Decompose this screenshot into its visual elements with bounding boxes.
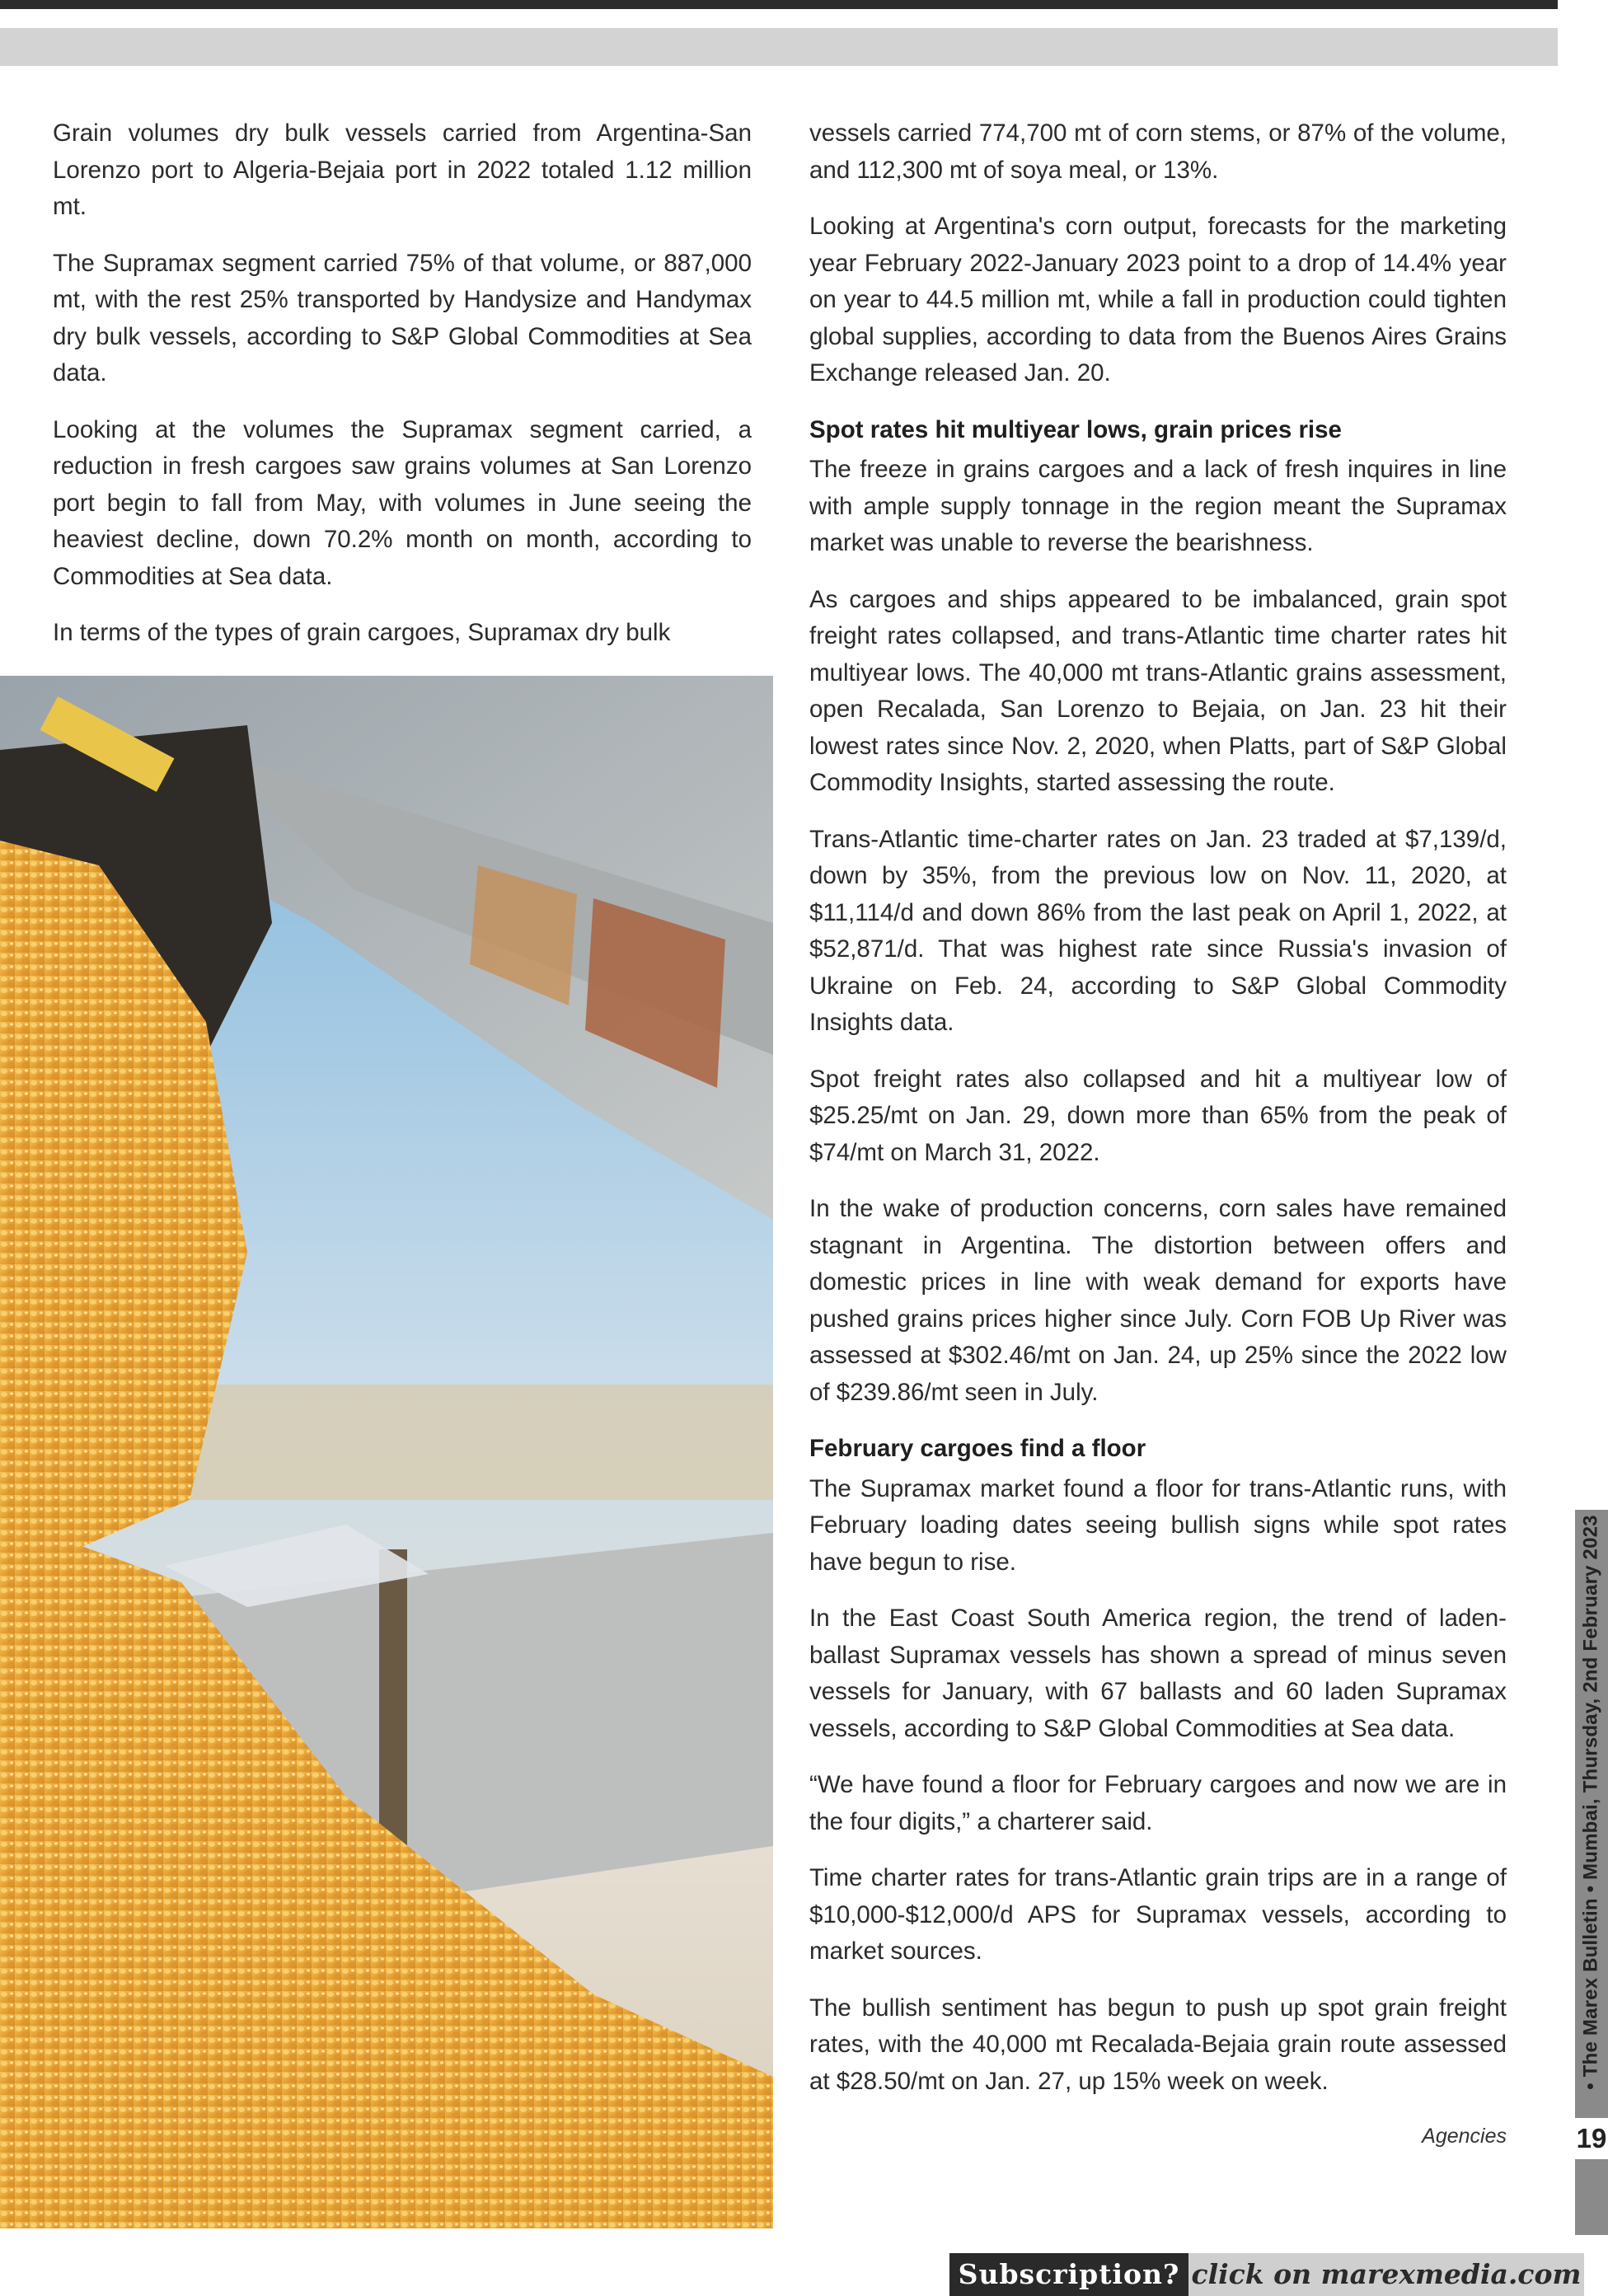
article-paragraph: Spot freight rates also collapsed and hit a multiyear low of $25.25/mt on Jan. 29, down more than 65% from the peak of $74/mt on March 31, 2022. (809, 1065, 1507, 1166)
article-paragraph: “We have found a floor for February cargoes and now we are in the four digits,” a charterer said. (809, 1771, 1507, 1835)
article-paragraph: The Supramax segment carried 75% of that volume, or 887,000 mt, with the rest 25% transported by Handysize and Handymax dry bulk vessels, according to S&P Global Commodities at Sea data. (53, 249, 752, 387)
article-paragraph: In the wake of production concerns, corn sales have remained stagnant in Argentina. The distortion between offers and domestic prices in line with weak demand for exports have pushed grains prices higher since July. Corn FOB Up River was assessed at $302.46/mt on Jan. 24, up 25% since the 2022 low of $239.86/mt seen in July. (809, 1195, 1507, 1406)
top-rule (0, 0, 1558, 9)
source-credit: Agencies (1422, 2125, 1507, 2148)
article-paragraph: In terms of the types of grain cargoes, Supramax dry bulk (53, 619, 671, 646)
article-paragraph: In the East Coast South America region, the trend of laden-ballast Supramax vessels has shown a spread of minus seven vessels for January, with 67 ballasts and 60 laden Supramax vessels, according to S&P Global Commodities at Sea data. (809, 1605, 1507, 1742)
article-paragraph: Time charter rates for trans-Atlantic grain trips are in a range of $10,000-$12,000/d APS for Supramax vessels, according to market sources. (809, 1864, 1507, 1965)
article-paragraph: The bullish sentiment has begun to push up spot grain freight rates, with the 40,000 mt Recalada-Bejaia grain route assessed at $28.50/mt on Jan. 27, up 15% week on week. (809, 1994, 1507, 2095)
left-column (53, 115, 752, 672)
subscription-label[interactable]: Subscription? (949, 2253, 1188, 2296)
subscription-link[interactable]: click on marexmedia.com (1188, 2253, 1584, 2296)
article-paragraph: As cargoes and ships appeared to be imbalanced, grain spot freight rates collapsed, and trans-Atlantic time charter rates hit multiyear lows. The 40,000 mt trans-Atlantic grains assessment, open Recalada, San Lorenzo to Bejaia, on Jan. 23 hit their lowest rates since Nov. 2, 2020, when Platts, part of S&P Global Commodity Insights, started assessing the route. (809, 585, 1507, 796)
section-heading: February cargoes find a floor (809, 1435, 1146, 1462)
article-paragraph: The freeze in grains cargoes and a lack of fresh inquires in line with ample supply tonnage in the region meant the Supramax market was unable to reverse the bearishness. (809, 456, 1507, 556)
article-paragraph: Trans-Atlantic time-charter rates on Jan. 23 traded at $7,139/d, down by 35%, from the previous low on Nov. 11, 2020, at $11,114/d and down 86% from the last peak on April 1, 2022, at $52,871/d. That was highest rate since Russia's invasion of Ukraine on Feb. 24, according to S&P Global Commodity Insights data. (809, 825, 1507, 1036)
article-paragraph: The Supramax market found a floor for trans-Atlantic runs, with February loading dates seeing bullish signs while spot rates have begun to rise. (809, 1474, 1507, 1576)
article-paragraph: Looking at the volumes the Supramax segment carried, a reduction in fresh cargoes saw grains volumes at San Lorenzo port begin to fall from May, with volumes in June seeing the heaviest decline, down 70.2% month on month, according to Commodities at Sea data. (53, 415, 752, 590)
article-paragraph: vessels carried 774,700 mt of corn stems, or 87% of the volume, and 112,300 mt of soya meal, or 13%. (809, 119, 1507, 184)
publication-line (1575, 1510, 1608, 2095)
article-paragraph: Looking at Argentina's corn output, forecasts for the marketing year February 2022-January 2023 point to a drop of 14.4% year on year to 44.5 million mt, while a fall in production could tighten global supplies, according to data from the Buenos Aires Grains Exchange released Jan. 20. (809, 213, 1507, 387)
right-column (809, 115, 1507, 2155)
publication-text: • The Marex Bulletin • Mumbai, Thursday, 2nd February 2023 (1580, 1515, 1602, 2090)
section-heading: Spot rates hit multiyear lows, grain prices rise (809, 415, 1342, 443)
grain-harvest-photo (0, 676, 773, 2228)
header-band (0, 28, 1558, 66)
page-number: 19 (1575, 2118, 1608, 2159)
article-paragraph: Grain volumes dry bulk vessels carried from Argentina-San Lorenzo port to Algeria-Bejaia port in 2022 totaled 1.12 million mt. (53, 119, 752, 220)
